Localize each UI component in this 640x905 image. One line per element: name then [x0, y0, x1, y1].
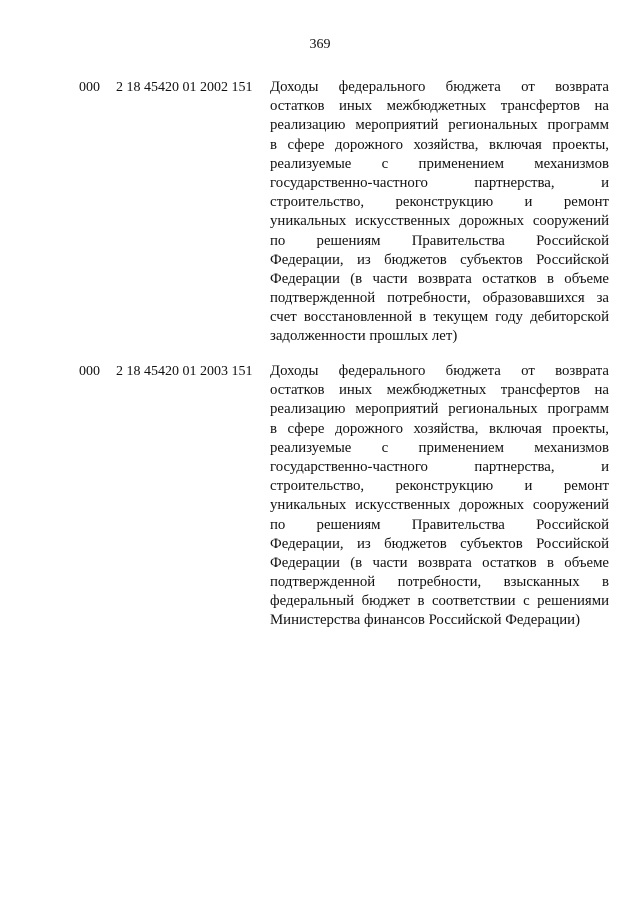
classification-code: 2 18 45420 01 2003 151: [116, 364, 253, 379]
description-line: остатков иных межбюджетных трансфертов на: [270, 382, 609, 399]
page-number: 369: [309, 37, 331, 52]
description-line: в сфере дорожного хозяйства, включая проекты,: [270, 420, 609, 437]
description-line: в сфере дорожного хозяйства, включая проекты,: [270, 136, 609, 153]
description-line: по решениям Правительства Российской: [270, 516, 609, 533]
classification-code: 2 18 45420 01 2002 151: [116, 80, 253, 95]
description-line: задолженности прошлых лет): [270, 328, 458, 345]
description-line: уникальных искусственных дорожных сооружений: [270, 497, 609, 514]
description-line: реализуемые с применением механизмов: [270, 439, 609, 456]
description-line: Доходы федерального бюджета от возврата: [270, 363, 609, 379]
description-line: по решениям Правительства Российской: [270, 232, 609, 249]
description-line: счет восстановленной в текущем году дебиторской: [270, 309, 609, 326]
description-line: подтвержденной потребности, образовавшихся за: [270, 290, 609, 307]
description-line: реализуемые с применением механизмов: [270, 155, 609, 172]
description-line: подтвержденной потребности, взысканных в: [270, 574, 609, 591]
description-line: Федерации (в части возврата остатков в объеме: [270, 554, 609, 571]
description-line: Министерства финансов Российской Федерации): [270, 612, 580, 629]
description-line: строительство, реконструкцию и ремонт: [270, 194, 609, 211]
description-line: федеральный бюджет в соответствии с решениями: [270, 593, 609, 610]
description-line: реализацию мероприятий региональных программ: [270, 401, 609, 418]
description-line: Федерации, из бюджетов субъектов Российской: [270, 535, 609, 552]
description-line: строительство, реконструкцию и ремонт: [270, 478, 609, 495]
admin-code: 000: [79, 80, 100, 95]
description-line: Доходы федерального бюджета от возврата: [270, 79, 609, 95]
description-line: государственно-частного партнерства, и: [270, 174, 609, 191]
description-line: реализацию мероприятий региональных программ: [270, 117, 609, 134]
description-line: Федерации, из бюджетов субъектов Российской: [270, 251, 609, 268]
admin-code: 000: [79, 364, 100, 379]
income-description: [270, 78, 609, 347]
description-line: остатков иных межбюджетных трансфертов на: [270, 98, 609, 115]
description-line: уникальных искусственных дорожных сооружений: [270, 213, 609, 230]
income-description: [270, 362, 609, 631]
description-line: Федерации (в части возврата остатков в объеме: [270, 270, 609, 287]
description-line: государственно-частного партнерства, и: [270, 458, 609, 475]
